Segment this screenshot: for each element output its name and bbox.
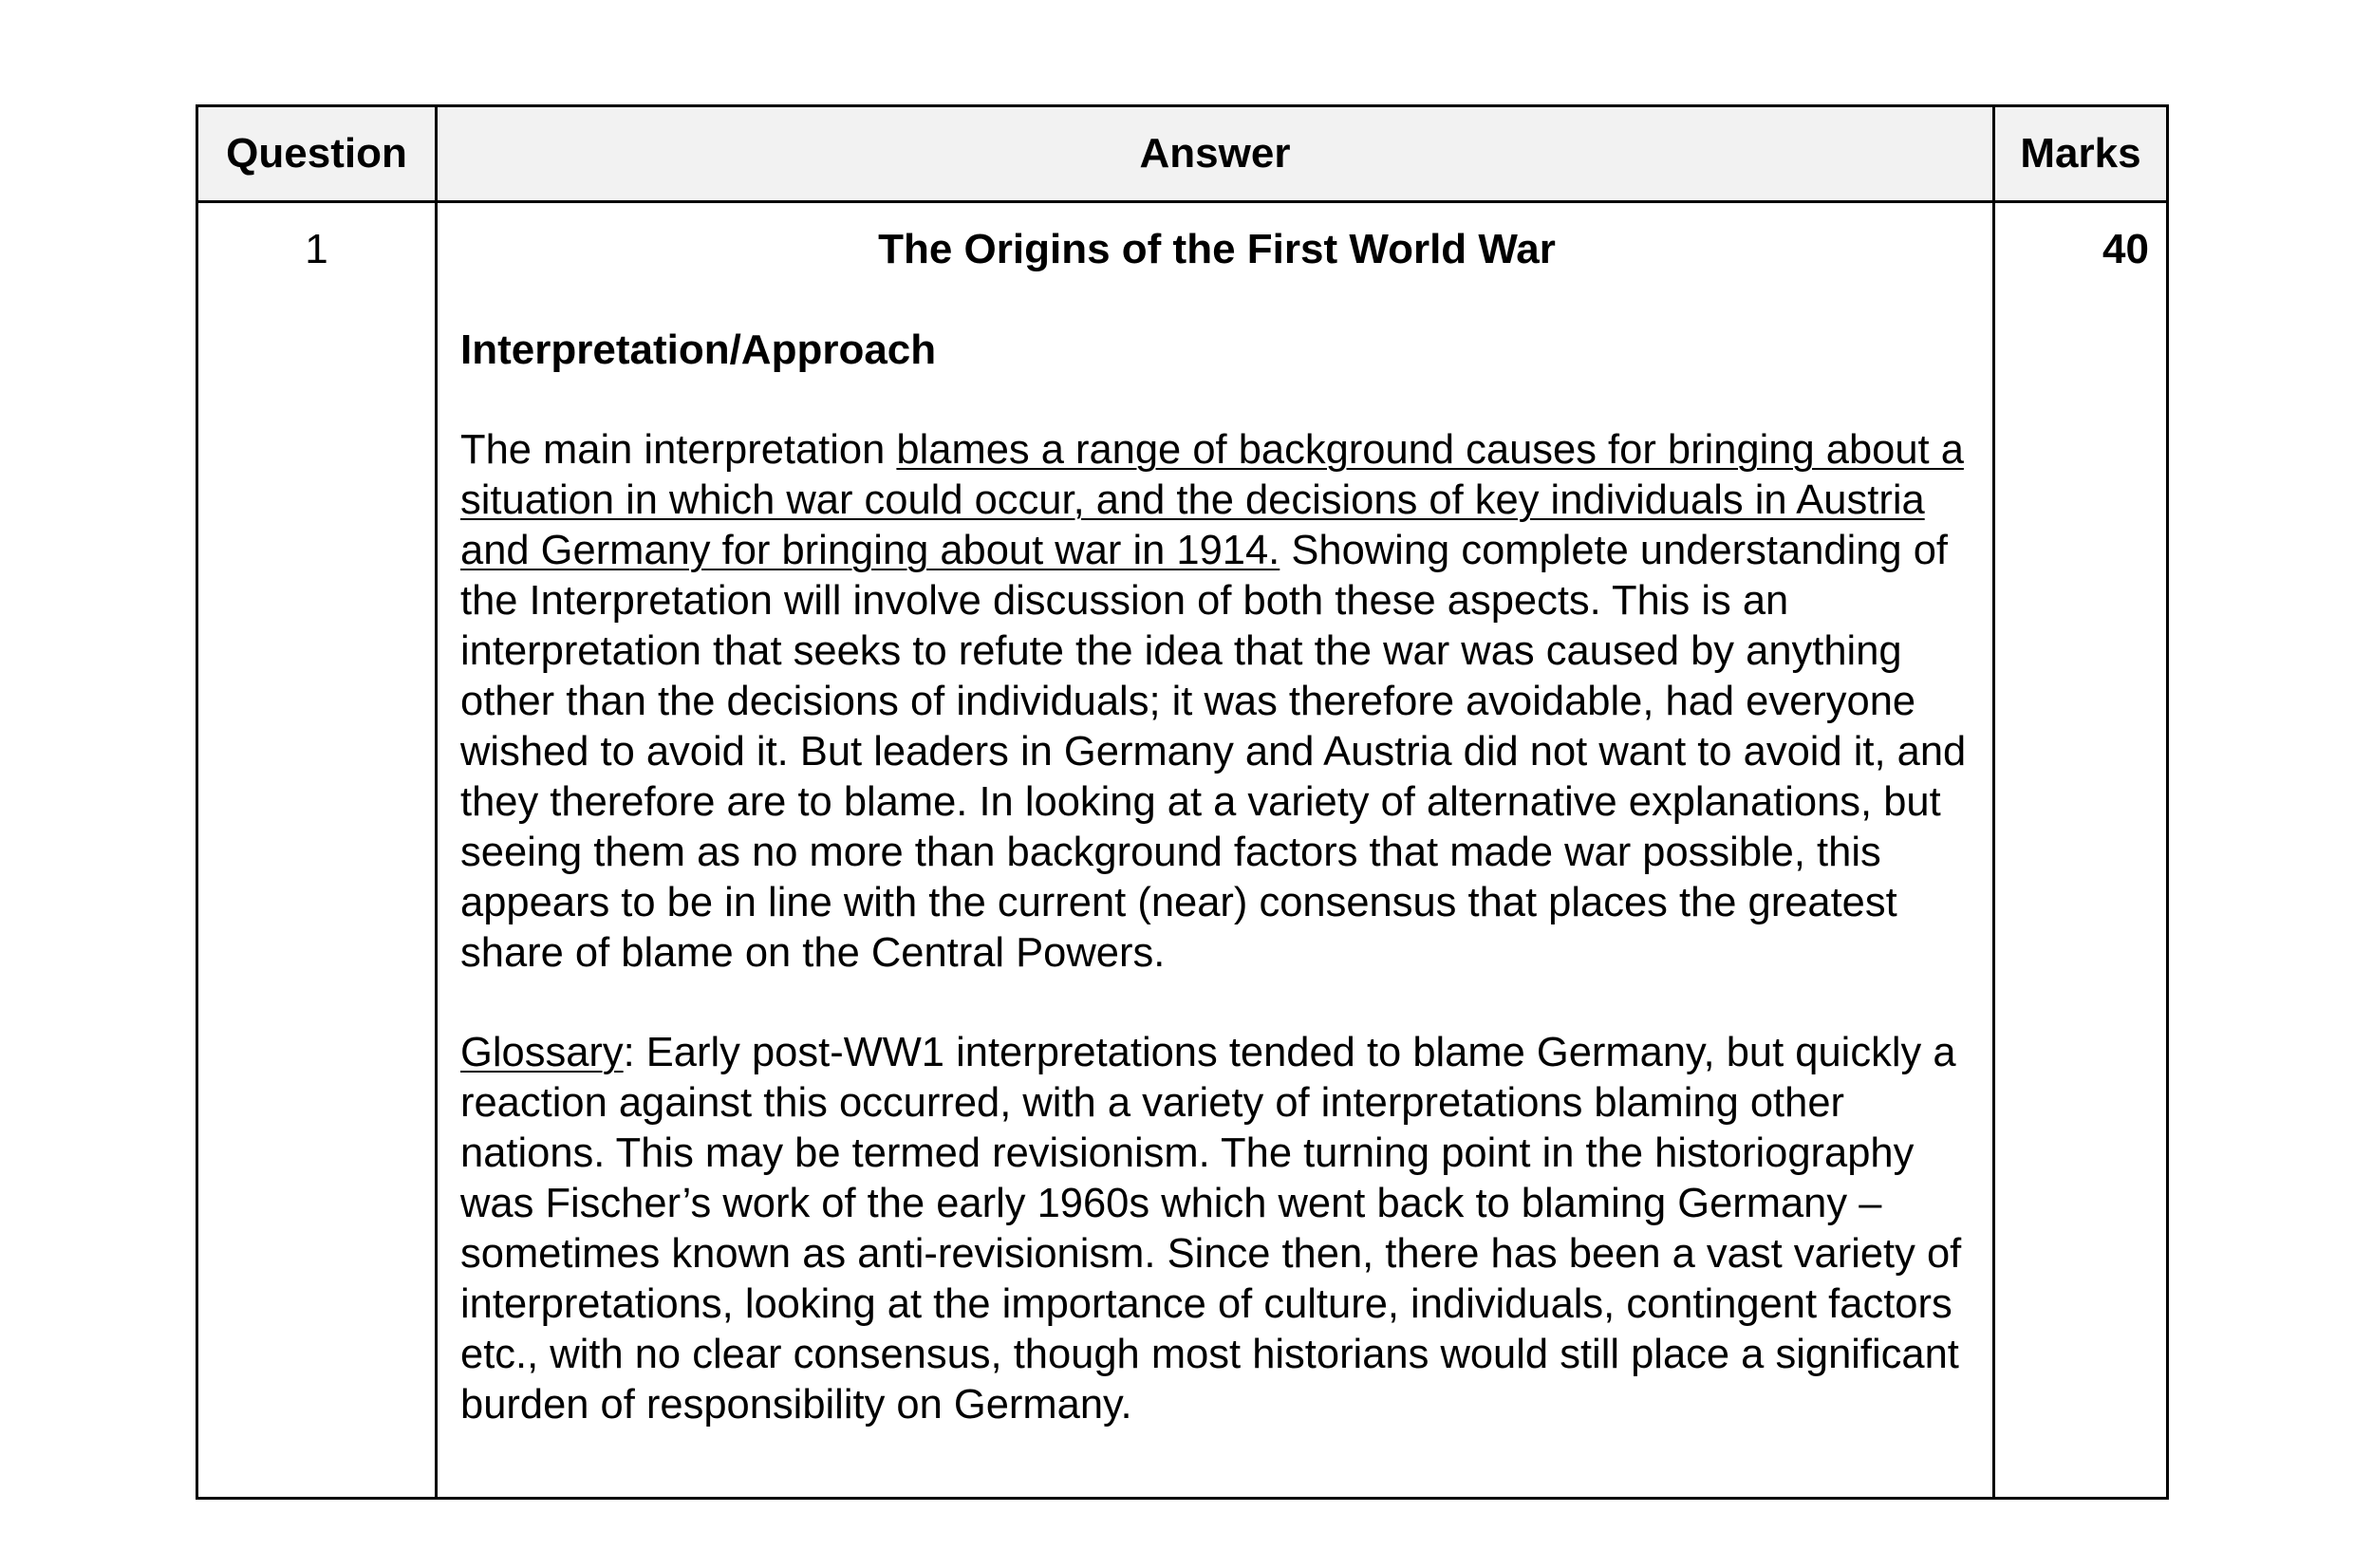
question-column-header: Question bbox=[197, 106, 437, 202]
answer-column-header: Answer bbox=[437, 106, 1994, 202]
question-number: 1 bbox=[197, 202, 437, 1499]
marks-value: 40 bbox=[1994, 202, 2168, 1499]
glossary-label: Glossary bbox=[460, 1030, 624, 1075]
glossary-text: : Early post-WW1 interpretations tended to blame Germany, but quickly a reaction against this occurred, with a variety of interpretations blaming other nations. This may be termed revisionism. The turning point in the historiography was Fischer’s work of the early 1960s which went back to blaming Germany – sometimes known as anti-revisionism. Since then, there has been a vast variety of interpretations, looking at the importance of culture, individuals, contingent factors etc., with no clear consensus, though most historians would still place a significant burden of responsibility on Germany. bbox=[460, 1030, 1962, 1428]
mark-scheme-table bbox=[196, 104, 2169, 1500]
table-row bbox=[197, 202, 2168, 1499]
answer-title: The Origins of the First World War bbox=[878, 226, 1556, 272]
interpretation-key-text: blames a range of background causes for bringing about a situation in which war could occur, and the decisions of key individuals in Austria and Germany for bringing about war in 1914. bbox=[460, 427, 1964, 573]
glossary-paragraph bbox=[460, 1028, 1973, 1430]
marks-column-header: Marks bbox=[1994, 106, 2168, 202]
interpretation-paragraph bbox=[460, 425, 1973, 979]
interpretation-lead-text: The main interpretation bbox=[460, 427, 897, 473]
answer-subheading: Interpretation/Approach bbox=[460, 327, 937, 373]
interpretation-rest-text: Showing complete understanding of the Interpretation will involve discussion of both these aspects. This is an interpretation that seeks to refute the idea that the war was caused by anything other than the decisions of individuals; it was therefore avoidable, had everyone wished to avoid it. But leaders in Germany and Austria did not want to avoid it, and they therefore are to blame. In looking at a variety of alternative explanations, but seeing them as no more than background factors that made war possible, this appears to be in line with the current (near) consensus that places the greatest share of blame on the Central Powers. bbox=[460, 528, 1967, 976]
table-header-row bbox=[197, 106, 2168, 202]
answer-cell bbox=[437, 202, 1994, 1499]
